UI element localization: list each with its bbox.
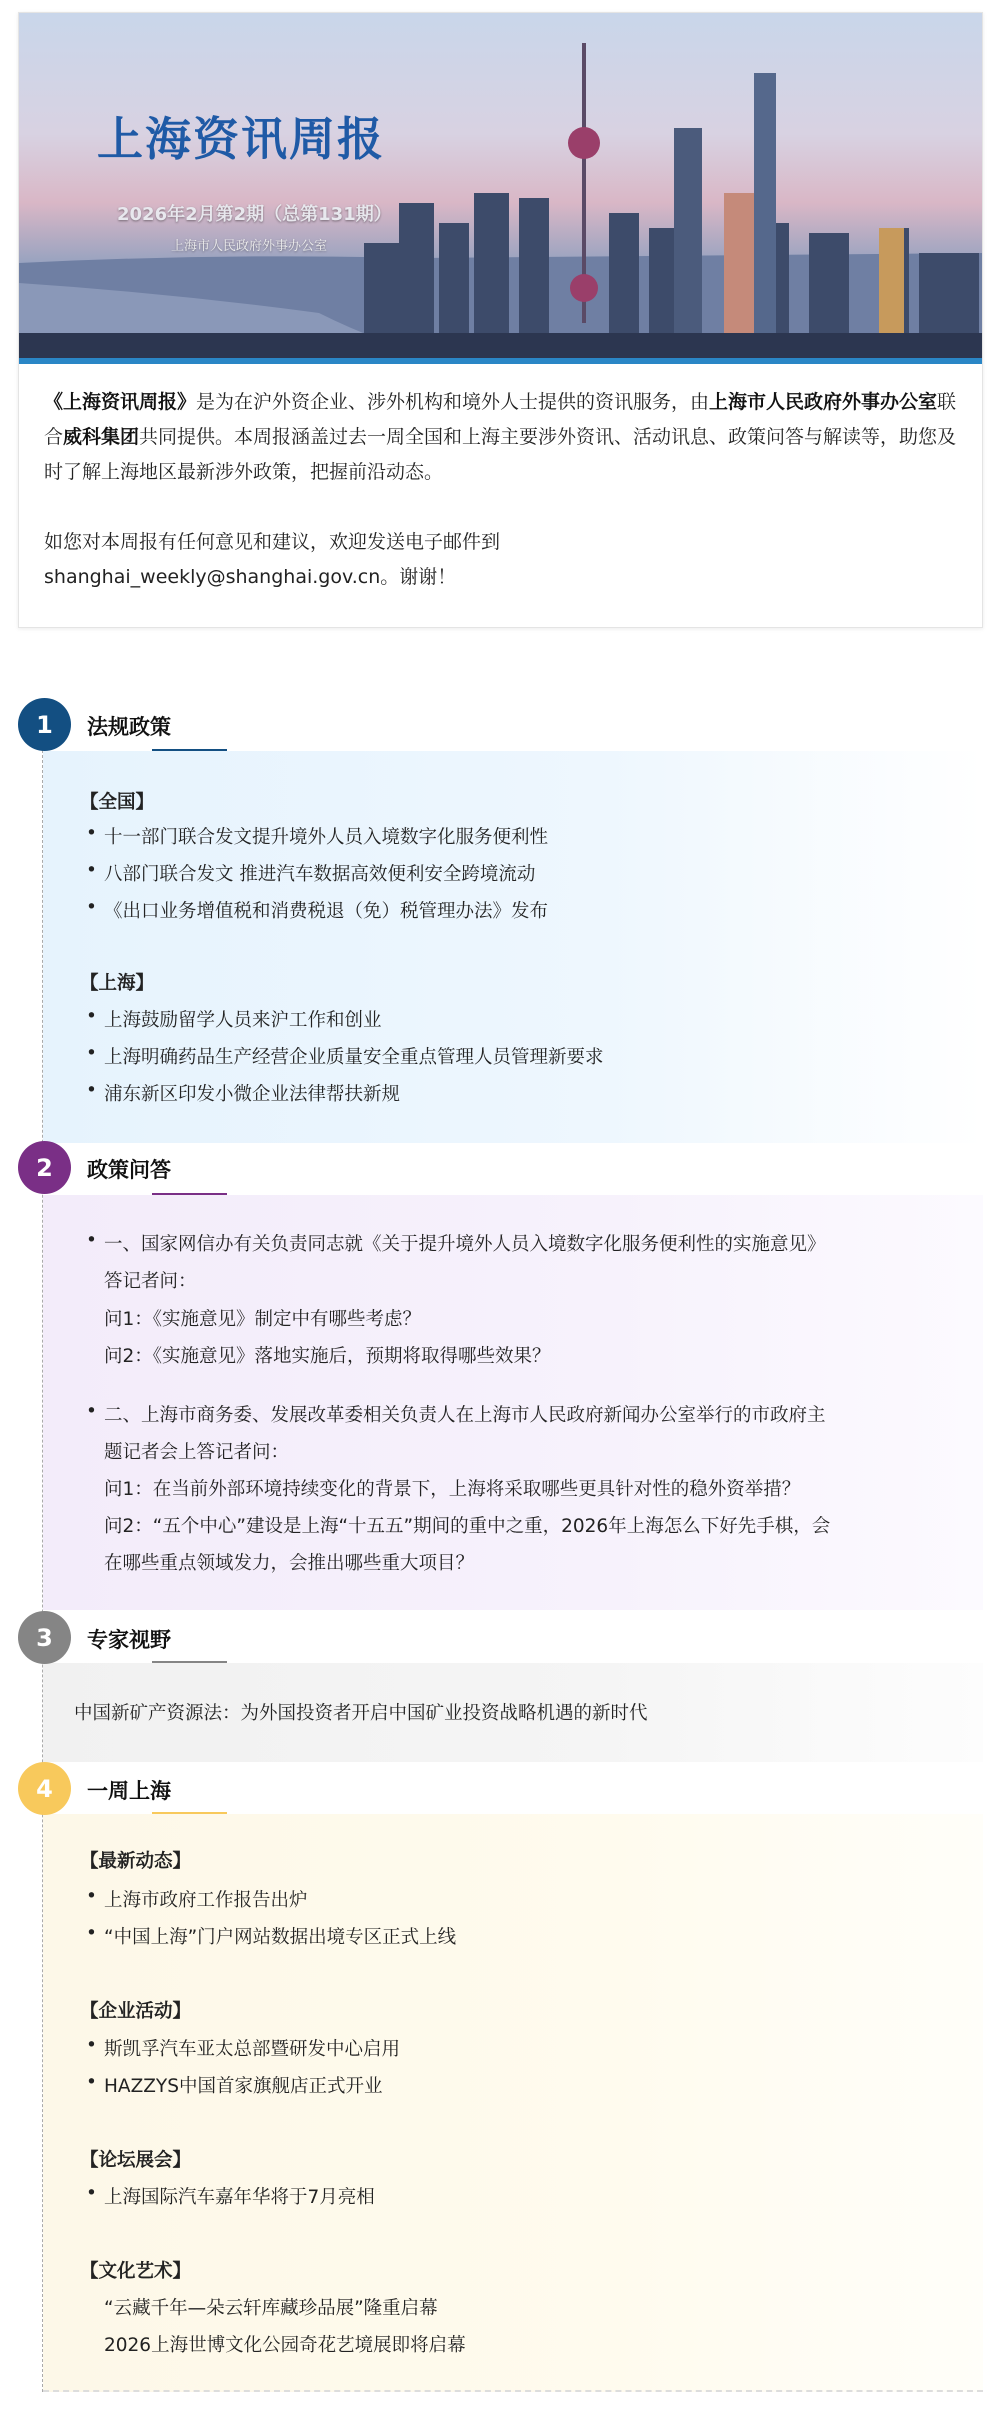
- article-link[interactable]: 中国新矿产资源法：为外国投资者开启中国矿业投资战略机遇的新时代: [74, 1703, 648, 1724]
- skyline-illustration: [19, 13, 982, 358]
- intro-span: 共同提供。本周报涵盖过去一周全国和上海主要涉外资讯、活动讯息、政策问答与解读等，助您及时了解上海地区最新涉外政策，把握前沿动态。: [44, 426, 957, 483]
- qa-question: 问1：《实施意见》制定中有哪些考虑？: [104, 1309, 422, 1330]
- group-heading: 【最新动态】: [80, 1851, 192, 1872]
- banner-stripe: [19, 358, 982, 364]
- banner-image: [19, 13, 982, 358]
- qa-question: 问2：《实施意见》落地实施后，预期将取得哪些效果？: [104, 1346, 551, 1367]
- banner-publisher: 上海市人民政府外事办公室: [171, 239, 328, 254]
- qa-question: 问1：在当前外部环境持续变化的背景下，上海将采取哪些更具针对性的稳外资举措？: [104, 1479, 801, 1500]
- group-heading: 【企业活动】: [80, 2001, 192, 2022]
- section-badge-3: 3: [18, 1611, 71, 1664]
- intro-text: [44, 385, 959, 595]
- list-item[interactable]: • 上海国际汽车嘉年华将于7月亮相: [86, 2183, 375, 2209]
- banner-title: 上海资讯周报: [97, 112, 385, 166]
- title-underline: [152, 1661, 227, 1663]
- section-badge-2: 2: [18, 1141, 71, 1194]
- intro-bold-wolters: 威科集团: [63, 426, 140, 448]
- list-item[interactable]: “云藏千年—朵云轩库藏珍品展”隆重启幕: [104, 2298, 438, 2319]
- qa-line: 答记者问：: [104, 1271, 197, 1292]
- section-badge-4: 4: [18, 1762, 71, 1815]
- title-underline: [152, 749, 227, 751]
- list-item[interactable]: • 上海明确药品生产经营企业质量安全重点管理人员管理新要求: [86, 1043, 604, 1069]
- list-item[interactable]: • 八部门联合发文 推进汽车数据高效便利安全跨境流动: [86, 860, 535, 886]
- list-item[interactable]: 2026上海世博文化公园奇花艺境展即将启幕: [104, 2335, 466, 2356]
- title-underline: [152, 1812, 227, 1814]
- intro-bold-office: 上海市人民政府外事办公室: [709, 391, 938, 413]
- list-item[interactable]: • “中国上海”门户网站数据出境专区正式上线: [86, 1923, 456, 1949]
- list-item[interactable]: • 上海市政府工作报告出炉: [86, 1886, 308, 1912]
- title-underline: [152, 1193, 227, 1195]
- email-link[interactable]: shanghai_weekly@shanghai.gov.cn: [44, 566, 381, 588]
- list-item[interactable]: • 斯凯孚汽车亚太总部暨研发中心启用: [86, 2035, 400, 2061]
- intro-feedback: 如您对本周报有任何意见和建议，欢迎发送电子邮件到: [44, 531, 501, 553]
- list-item[interactable]: • 十一部门联合发文提升境外人员入境数字化服务便利性: [86, 823, 548, 849]
- list-item[interactable]: • HAZZYS中国首家旗舰店正式开业: [86, 2072, 382, 2098]
- qa-item[interactable]: • 一、国家网信办有关负责同志就《关于提升境外人员入境数字化服务便利性的实施意见》: [86, 1230, 826, 1256]
- intro-card: [18, 12, 983, 628]
- qa-item[interactable]: • 二、上海市商务委、发展改革委相关负责人在上海市人民政府新闻办公室举行的市政府主: [86, 1401, 826, 1427]
- group-heading: 【论坛展会】: [80, 2150, 192, 2171]
- section-title-1: 法规政策: [87, 715, 171, 739]
- list-item[interactable]: • 《出口业务增值税和消费税退（免）税管理办法》发布: [86, 897, 548, 923]
- section-title-2: 政策问答: [87, 1158, 171, 1182]
- group-heading: 【文化艺术】: [80, 2261, 192, 2282]
- section-title-4: 一周上海: [87, 1779, 171, 1803]
- qa-line: 在哪些重点领域发力，会推出哪些重大项目？: [104, 1553, 475, 1574]
- qa-line: 题记者会上答记者问：: [104, 1442, 290, 1463]
- group-heading: 【上海】: [80, 973, 155, 994]
- intro-span: 是为在沪外资企业、涉外机构和境外人士提供的资讯服务，由: [196, 391, 710, 413]
- group-heading: 【全国】: [80, 792, 155, 813]
- intro-span: 。谢谢！: [380, 566, 457, 588]
- banner-issue: 2026年2月第2期（总第131期）: [117, 204, 392, 225]
- section-badge-1: 1: [18, 698, 71, 751]
- intro-span: 联合: [44, 391, 957, 448]
- section-title-3: 专家视野: [87, 1628, 171, 1652]
- list-item[interactable]: • 上海鼓励留学人员来沪工作和创业: [86, 1006, 382, 1032]
- intro-bold-title: 《上海资讯周报》: [44, 391, 197, 413]
- list-item[interactable]: • 浦东新区印发小微企业法律帮扶新规: [86, 1080, 400, 1106]
- qa-question: 问2：“五个中心”建设是上海“十五五”期间的重中之重，2026年上海怎么下好先手棋，会: [104, 1516, 831, 1537]
